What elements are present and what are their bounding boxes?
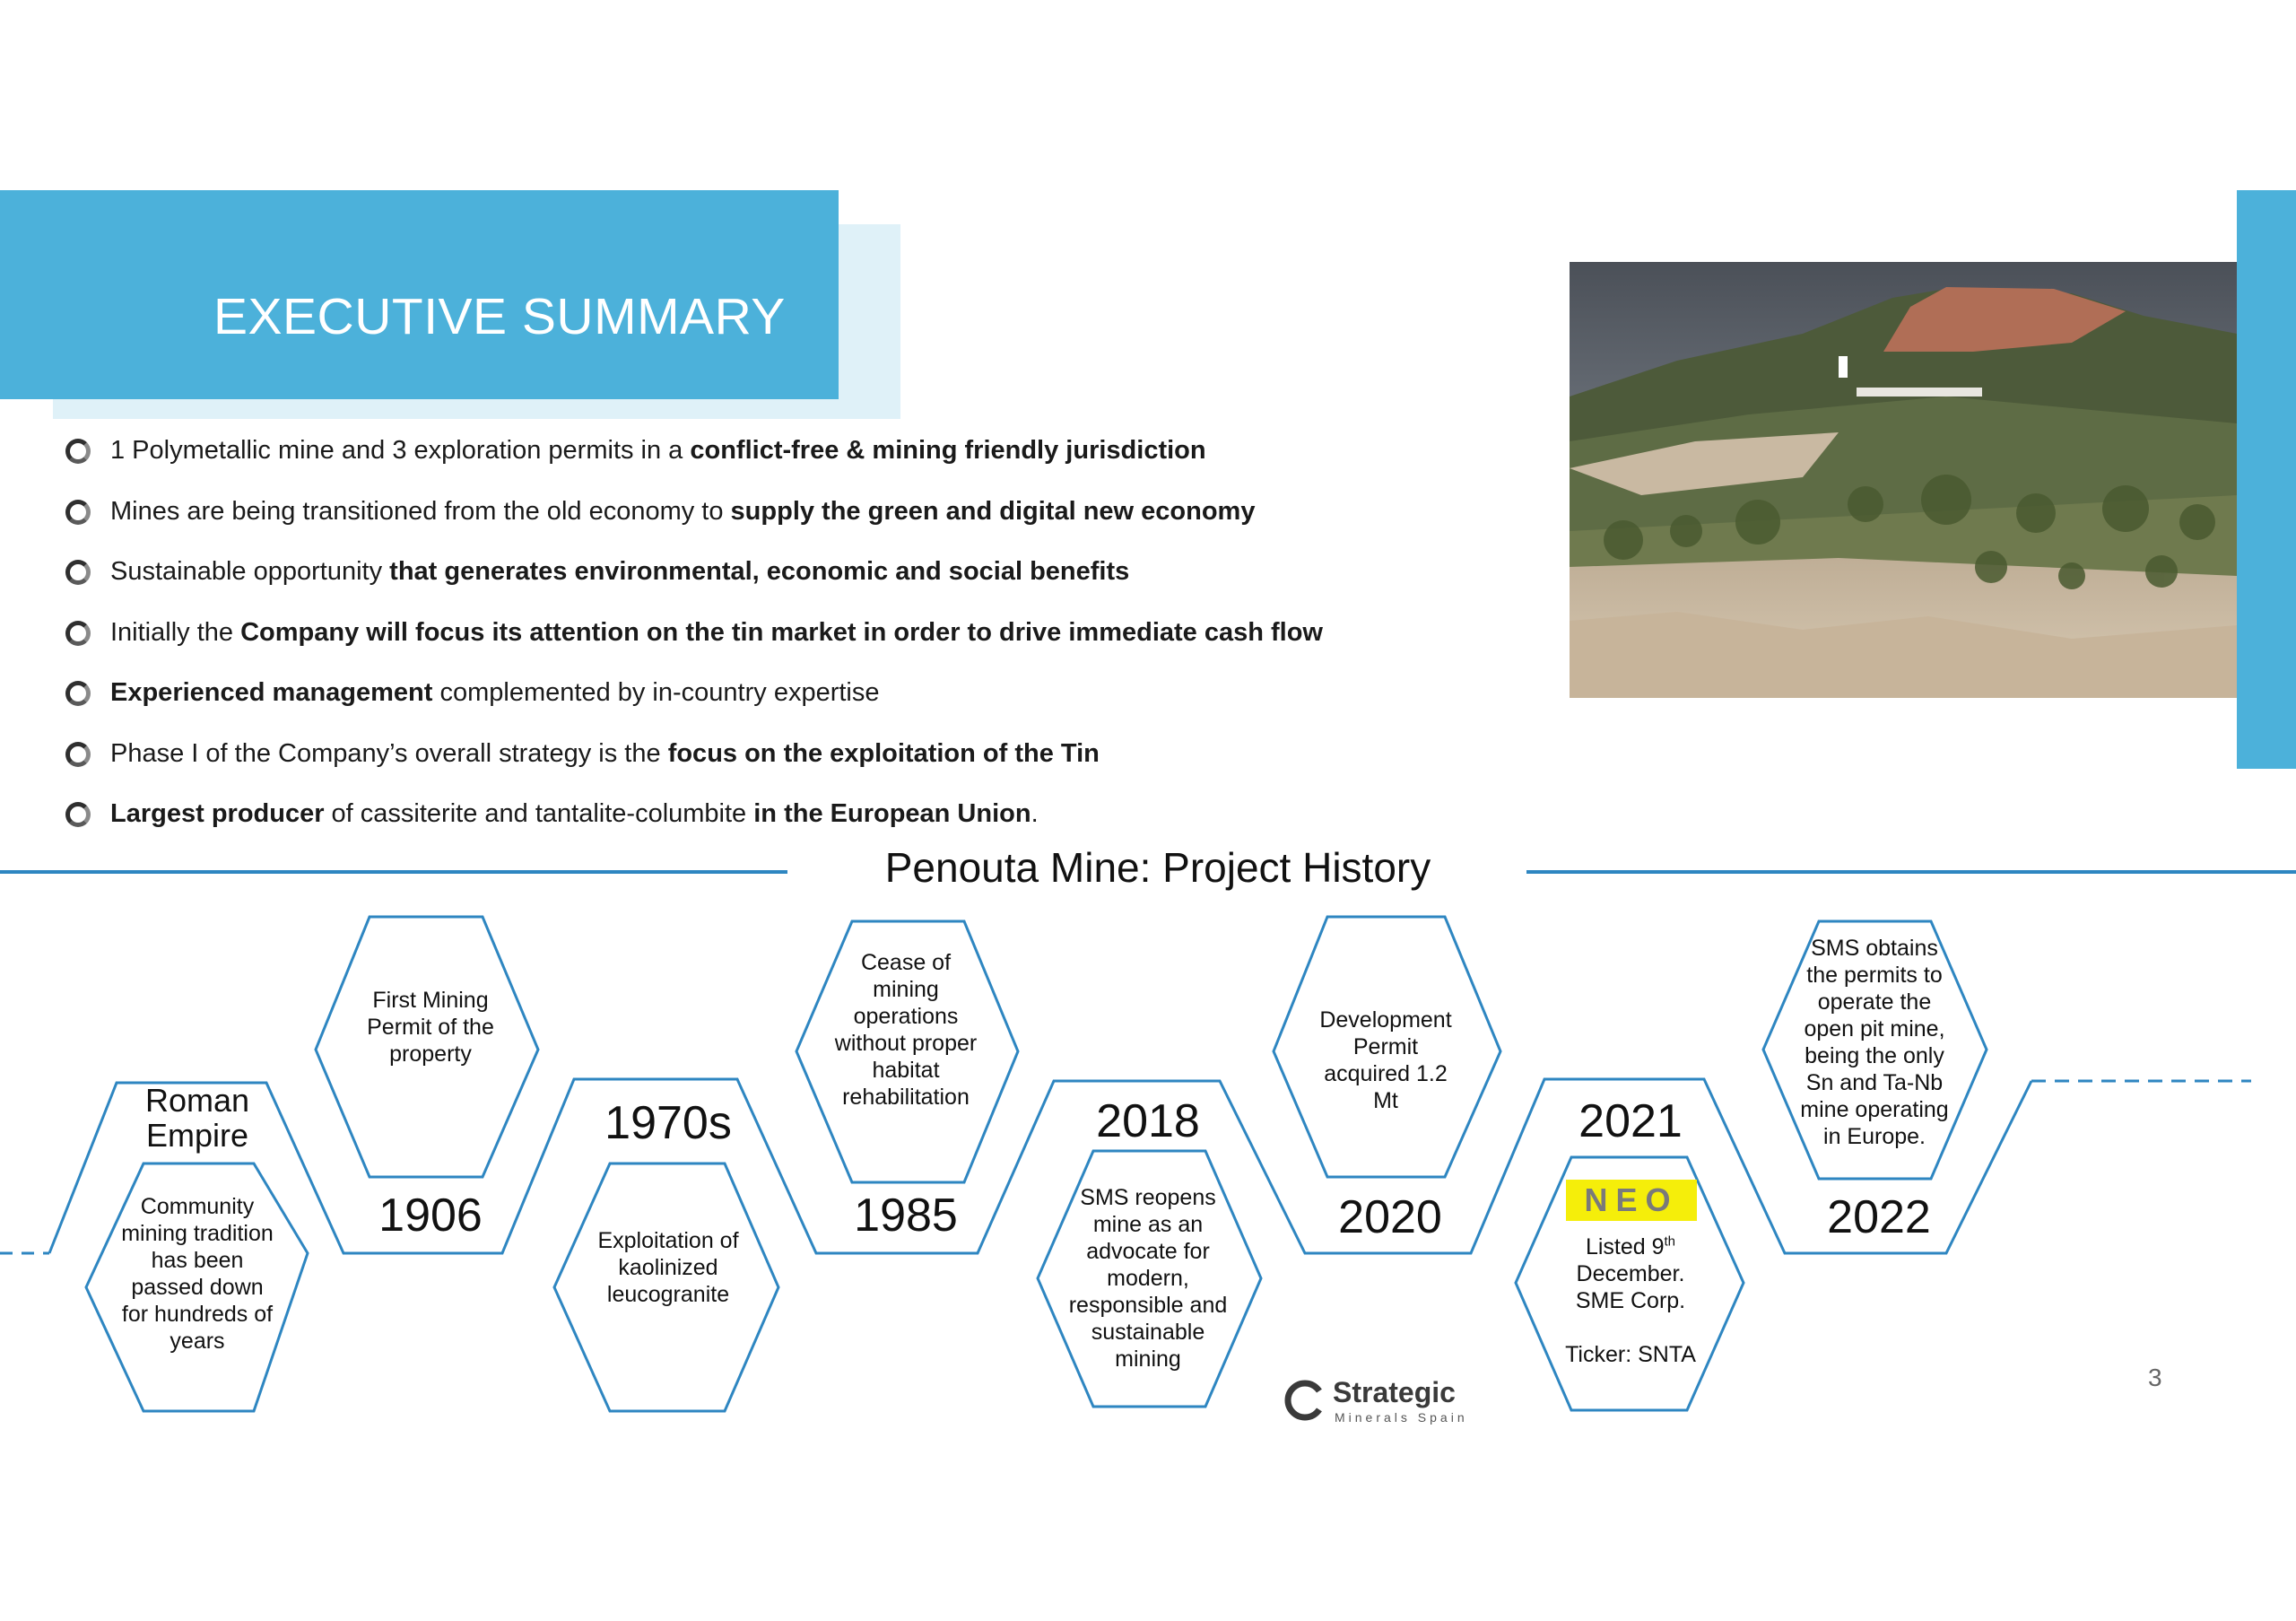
year-2021-label: 2021 (1578, 1095, 1683, 1147)
year-2020-description: Development Permit acquired 1.2 Mt (1319, 1007, 1452, 1113)
year-2021-description: Listed 9th December. SME Corp. Ticker: SNTA (1565, 1233, 1696, 1367)
year-2018-label: 2018 (1096, 1095, 1200, 1147)
year-2022-description: SMS obtains the permits to operate the open pit mine, being the only Sn and Ta-Nb mine operating in Europe. (1800, 936, 1949, 1149)
list-item: Phase I of the Company’s overall strategy is the focus on the exploitation of the Tin (63, 732, 1543, 793)
roman-empire-description: Community mining tradition has been passed down for hundreds of years (121, 1194, 274, 1354)
page-title: EXECUTIVE SUMMARY (213, 288, 786, 345)
year-1985-label: 1985 (854, 1190, 958, 1242)
year-1970s-description: Exploitation of kaolinized leucogranite (597, 1228, 739, 1307)
year-2022-label: 2022 (1827, 1191, 1931, 1243)
roman-empire-label: Roman Empire (144, 1082, 250, 1154)
list-item: 1 Polymetallic mine and 3 exploration permits in a conflict-free & mining friendly jurisdiction (63, 429, 1543, 490)
list-item: Mines are being transitioned from the old economy to supply the green and digital new economy (63, 490, 1543, 551)
logo-mark-icon (1283, 1378, 1327, 1423)
neo-exchange-logo: NEO (1566, 1180, 1697, 1221)
year-2018-description: SMS reopens mine as an advocate for modern, responsible and sustainable mining (1068, 1185, 1228, 1372)
list-item: Sustainable opportunity that generates environmental, economic and social benefits (63, 550, 1543, 611)
year-1906-description: First Mining Permit of the property (367, 988, 494, 1067)
strategic-minerals-logo (1283, 1374, 1480, 1430)
logo-name: Strategic (1333, 1376, 1456, 1408)
list-item: Initially the Company will focus its attention on the tin market in order to drive immediate cash flow (63, 611, 1543, 672)
page-number: 3 (2148, 1364, 2162, 1391)
year-1906-label: 1906 (378, 1190, 483, 1242)
timeline-zigzag-line (49, 1079, 2031, 1253)
year-1985-description: Cease of mining operations without proper habitat rehabilitation (834, 950, 978, 1110)
logo-subtitle: Minerals Spain (1335, 1410, 1468, 1425)
list-item: Largest producer of cassiterite and tantalite-columbite in the European Union. (63, 792, 1543, 853)
year-1970s-label: 1970s (604, 1097, 732, 1149)
history-title: Penouta Mine: Project History (884, 844, 1431, 891)
year-2020-label: 2020 (1338, 1191, 1442, 1243)
list-item: Experienced management complemented by in-country expertise (63, 671, 1543, 732)
